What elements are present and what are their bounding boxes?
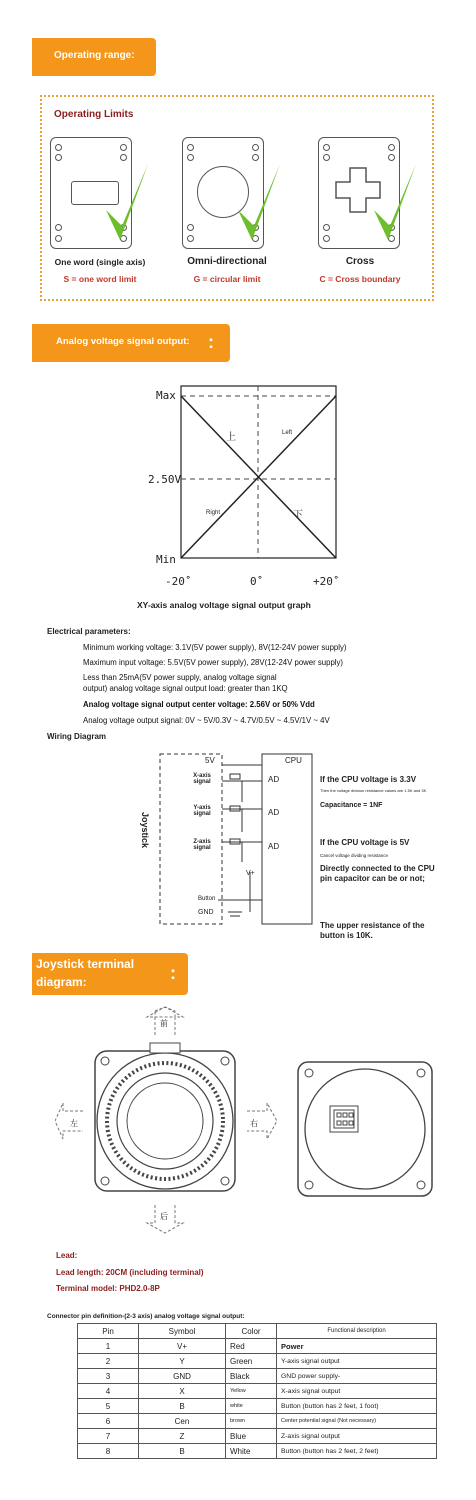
- connector-title: Connector pin definition-(2-3 axis) analog voltage signal output:: [47, 1313, 245, 1320]
- param-current-2: output) analog voltage signal output load: greater than 1KQ: [83, 684, 288, 693]
- quadrant-bottom-label: 下: [293, 510, 303, 521]
- banner-colon: :: [208, 332, 214, 352]
- wiring-5v: 5V: [205, 756, 215, 765]
- note-direct: Directly connected to the CPU pin capacitor can be or not;: [320, 864, 435, 883]
- graph-y-max: Max: [156, 389, 176, 402]
- note-capacitance: Capacitance = 1NF: [320, 802, 383, 809]
- wiring-diagram: [158, 752, 318, 932]
- joystick-bottom-view: [296, 1060, 436, 1200]
- wiring-z-axis: Z-axis signal: [193, 839, 211, 851]
- check-icon: [102, 160, 152, 246]
- header-color: Color: [226, 1324, 277, 1339]
- table-row: 8 B White Button (button has 2 feet, 2 feet): [78, 1444, 437, 1459]
- dir-back: 后: [160, 1212, 168, 1221]
- graph-x-mid: 0˚: [250, 575, 264, 588]
- graph-caption: XY-axis analog voltage signal output graph: [137, 600, 311, 610]
- table-row: 5 B white Button (button has 2 feet, 1 foot): [78, 1399, 437, 1414]
- header-description: Functional description: [277, 1324, 437, 1339]
- wiring-ad-2: AD: [268, 808, 280, 817]
- graph-x-left: -20˚: [165, 575, 192, 588]
- table-header-row: [78, 1324, 437, 1339]
- quadrant-right-label: Right: [206, 510, 221, 516]
- graph-y-min: Min: [156, 553, 176, 566]
- table-row: 6 Cen brown Center potential signal (Not necessary): [78, 1414, 437, 1429]
- quadrant-top-label: 上: [226, 432, 236, 443]
- note-33v-small: Then the voltage division resistance values are 1.5K and 3K: [320, 788, 427, 793]
- banner-line2: diagram:: [36, 975, 87, 989]
- banner-label: Analog voltage signal output:: [56, 336, 190, 347]
- banner-label: Operating range:: [54, 50, 135, 61]
- pin-table: [77, 1323, 437, 1459]
- note-33v: If the CPU voltage is 3.3V: [320, 775, 417, 784]
- wiring-ad-1: AD: [268, 775, 280, 784]
- wiring-ad-3: AD: [268, 842, 280, 851]
- param-max-voltage: Maximum input voltage: 5.5V(5V power supply), 28V(12-24V power supply): [83, 658, 344, 667]
- quadrant-left-label: Left: [282, 430, 293, 436]
- graph-x-right: +20˚: [313, 575, 340, 588]
- banner-colon: :: [170, 963, 176, 983]
- param-current-1: Less than 25mA(5V power supply, analog voltage signal: [83, 673, 277, 682]
- note-5v: If the CPU voltage is 5V: [320, 838, 410, 847]
- wiring-y-axis: Y-axis signal: [193, 805, 211, 817]
- wiring-title: Wiring Diagram: [47, 732, 107, 741]
- banner-line1: Joystick terminal: [36, 957, 135, 971]
- dir-left: 左: [70, 1119, 78, 1128]
- check-icon: [370, 160, 420, 246]
- dir-front: 前: [160, 1019, 168, 1028]
- note-button: The upper resistance of the button is 10K.: [320, 921, 425, 940]
- wiring-x-axis: X-axis signal: [193, 773, 211, 785]
- param-output-signal: Analog voltage output signal: 0V ~ 5V/0.3V ~ 4.7V/0.5V ~ 4.5V/1V ~ 4V: [83, 716, 330, 725]
- header-symbol: Symbol: [139, 1324, 226, 1339]
- limit-sub-cross: C = Cross boundary: [319, 274, 401, 284]
- param-center-voltage: Analog voltage signal output center voltage: 2.56V or 50% Vdd: [83, 700, 315, 709]
- table-row: 3 GND Black GND power supply-: [78, 1369, 437, 1384]
- limit-title-single: One word (single axis): [54, 257, 146, 267]
- lead-length: Lead length: 20CM (including terminal): [56, 1268, 204, 1277]
- wiring-joystick: Joystick: [140, 812, 150, 849]
- note-5v-small: Cancel voltage dividing resistance: [320, 853, 389, 858]
- wiring-vplus: V+: [246, 870, 255, 877]
- wiring-gnd: GND: [198, 909, 214, 916]
- header-pin: Pin: [78, 1324, 139, 1339]
- terminal-diagram-banner: [32, 953, 188, 995]
- wiring-cpu: CPU: [285, 756, 302, 765]
- table-row: 4 X Yellow X-axis signal output: [78, 1384, 437, 1399]
- electrical-title: Electrical parameters:: [47, 627, 131, 636]
- dir-right: 右: [250, 1119, 258, 1128]
- lead-title: Lead:: [56, 1251, 78, 1260]
- analog-output-banner: [32, 324, 230, 362]
- table-row: 2 Y Green Y-axis signal output: [78, 1354, 437, 1369]
- table-row: 7 Z Blue Z-axis signal output: [78, 1429, 437, 1444]
- check-icon: [234, 160, 284, 246]
- wiring-button: Button: [198, 896, 216, 902]
- param-min-voltage: Minimum working voltage: 3.1V(5V power supply), 8V(12-24V power supply): [83, 643, 347, 652]
- limit-title-omni: Omni-directional: [187, 256, 267, 267]
- terminal-model: Terminal model: PHD2.0-8P: [56, 1284, 160, 1293]
- graph-y-mid: 2.50V: [148, 473, 182, 486]
- limit-sub-single: S = one word limit: [63, 274, 137, 284]
- limit-sub-omni: G = circular limit: [193, 274, 261, 284]
- operating-range-banner: [32, 38, 156, 76]
- operating-limits-title: Operating Limits: [54, 109, 134, 120]
- limit-title-cross: Cross: [345, 256, 375, 267]
- table-row: 1 V+ Red Power: [78, 1339, 437, 1354]
